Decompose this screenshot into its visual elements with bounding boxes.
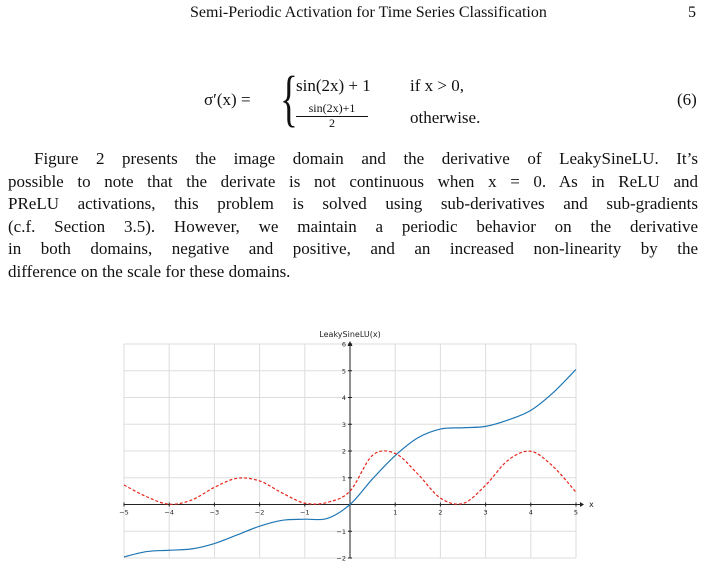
x-tick-label: 1 (393, 508, 398, 517)
x-tick-label: −1 (300, 508, 310, 517)
equation-number: (6) (677, 90, 697, 109)
y-tick-label: 5 (341, 367, 346, 376)
equation-case2-condition: otherwise. (410, 108, 481, 127)
y-tick-label: 1 (341, 474, 346, 483)
y-tick-label: −1 (336, 527, 346, 536)
x-tick-label: 5 (573, 508, 579, 517)
x-tick-label: 3 (483, 508, 488, 517)
paragraph-line: Figure 2 presents the image domain and the derivative of LeakySineLU. It’s (34, 149, 698, 168)
paragraph-line: PReLU activations, this problem is solved using sub-derivatives and sub-gradients (8, 194, 698, 214)
paragraph-line: possible to note that the derivate is not continuous when x = 0. As in ReLU and (8, 171, 698, 191)
chart-title: LeakySineLU(x) (319, 330, 381, 339)
x-tick-label: −4 (164, 508, 174, 517)
y-tick-label: 4 (341, 394, 346, 402)
body-paragraph (8, 148, 698, 284)
fraction-numerator: sin(2x)+1 (296, 102, 368, 117)
running-header (0, 4, 706, 26)
equation-case1-expression: sin(2x) + 1 (296, 76, 371, 95)
x-axis-label: x (589, 500, 594, 509)
chart-axes (124, 341, 584, 558)
fraction-denominator: 2 (329, 116, 335, 131)
running-title: Semi-Periodic Activation for Time Series Classification (190, 4, 547, 21)
x-tick-label: 2 (438, 508, 443, 517)
equation-6 (0, 65, 706, 133)
y-tick-label: −2 (336, 554, 346, 563)
paragraph-line: in both domains, negative and positive, and an increased non-linearity by the (8, 239, 698, 259)
equation-case2-fraction (296, 102, 368, 130)
x-axis-arrow (580, 502, 584, 507)
x-tick-label: −3 (209, 508, 220, 517)
leakysinelu-chart (112, 326, 602, 566)
y-tick-label: 2 (341, 447, 346, 456)
paragraph-line: (c.f. Section 3.5). However, we maintain a periodic behavior on the derivative (8, 216, 698, 236)
equation-lhs: σ′(x) = (204, 90, 251, 109)
x-tick-label: 4 (528, 508, 533, 517)
y-tick-label: 3 (341, 420, 346, 429)
y-tick-label: 6 (341, 340, 346, 349)
x-tick-label: −5 (119, 508, 129, 517)
paragraph-line: difference on the scale for these domains. (8, 261, 291, 281)
x-tick-label: −2 (254, 508, 265, 517)
equation-case1-condition: if x > 0, (410, 76, 464, 95)
cases-brace: { (280, 65, 298, 133)
page-number: 5 (688, 4, 696, 21)
